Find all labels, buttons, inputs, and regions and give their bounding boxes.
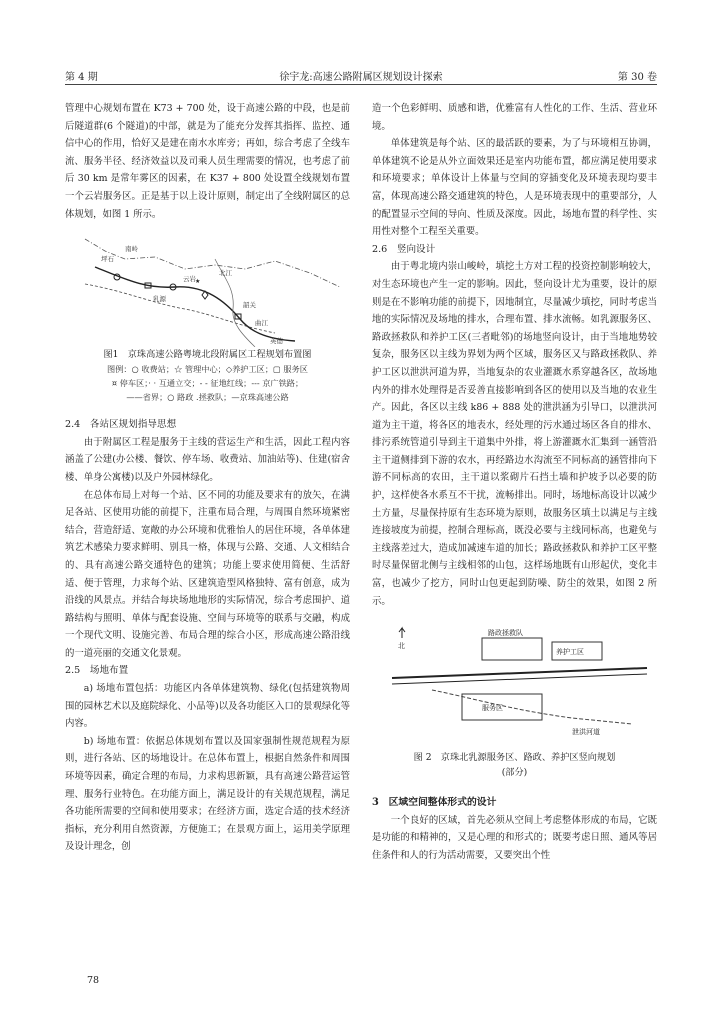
- map-label: 英德: [270, 337, 283, 346]
- section-2-6-heading: 2.6 竖向设计: [372, 243, 436, 255]
- paragraph-2-4-2: 在总体布局上对每一个站、区不同的功能及要求有的放矢，在满足各站、区使用功能的前提下，注重布局合理，与周围自然环境紧密结合，营造舒适、宽敞的办公环境和优雅怡人的居住环境，各单体建筑艺术感染力要求鲜明、别具一格，体现与公路、交通、人文相结合的、具有高速公路交通特色的建筑；功能上要求使用简便、生活舒适、便于管理，力求每个站、区建筑造型风格独特、富有创意，成为沿线的风景点。并结合每块场地地形的实际情况，综合考虑围护、道路结构与照明、单体与配套设施、空间与环境等的联系与交融，构成一个现代文明、设施完善、布局合理的综合小区，形成高速公路沿线的一道亮丽的交通文化景观。: [65, 489, 350, 659]
- paragraph-2-6-1: 由于粤北境内崇山峻岭，填挖土方对工程的投资控制影响较大，对生态环境也产生一定的影响。因此，竖向设计尤为重要，设计的原则是在不影响功能的前提下，因地制宜，尽量减少填挖，同时考虑当地的实际情况及场地的排水，合理布置、排水流畅。如乳源服务区、路政拯救队和养护工区(三者毗邻)的场地竖向设计，由于当地地势较复杂，服务区以主线为界划为两个区域，服务区又与路政拯救队、养护工区以泄洪河道为界，当地复杂的农业灌溉水系穿越各区，故场地内外的排水处理得是否妥善直接影响到各区的使用以及当地的农业生产。因此，各区以主线 k86 + 888 处的泄洪涵为引导口，以泄洪河道为主干道，将各区的地表水，经处理的污水通过场区各自的排水、排污系统管道引导到主干道集中外排，将上游灌溉水汇集到一涵管沿主干道侧排到下游的农水，再经路边水沟流至不同标高的涵管排向下游不同标高的农田，主干道以浆砌片石挡土墙和护坡予以必要的防护，这样使各水系互不干扰，流畅排出。同时，场地标高设计以减少土方量，尽量保持原有生态环境为原则，故服务区填土以满足与主线连接坡度为前提，控制合理标高，既没必要与主线同标高，也避免与主线落差过大，造成加减速车道的加长；路政拯救队和养护工区平整时尽量保留北侧与主线相邻的山包，这样场地既有山形起伏，变化丰富，也减少了挖方，同时山包更起到防噪、防尘的效果，如图 2 所示。: [372, 261, 657, 607]
- map-label: 南岭: [125, 245, 138, 254]
- plan-label: 服务区: [482, 704, 503, 713]
- page-number: 78: [87, 975, 100, 986]
- route-map: [65, 229, 350, 347]
- figure-1-legend-1: 图例：○ 收费站；☆ 管理中心；◇养护工区；▢ 服务区: [107, 364, 308, 375]
- left-column: [65, 100, 350, 856]
- running-header: [65, 66, 657, 85]
- plan-label: 泄洪河道: [572, 728, 600, 737]
- plan-label: 北: [398, 642, 405, 651]
- site-plan: [372, 618, 657, 746]
- map-label: 北江: [219, 269, 232, 278]
- section-2-4-heading: 2.4 各站区规划指导思想: [65, 419, 177, 431]
- plan-label: 养护工区: [556, 648, 584, 657]
- section-2-5-heading: 2.5 场地布置: [65, 665, 129, 677]
- paragraph-2-5-b: b) 场地布置：依据总体规划布置以及国家强制性规范规程为原则，进行各站、区的场地设计。在总体布置上，根据自然条件和周围环境等因素，确定合理的布局，力求构思新颖，具有高速公路营运管理、服务行业特色。在功能方面上，满足设计的有关规范规程，满足各功能所需要的空间和使用要求；在经济方面，选定合适的技术经济指标，充分利用自然资源，方便施工；在景观方面上，运用美学原理及设计理念，创: [65, 735, 350, 853]
- issue-label: 第 4 期: [65, 72, 98, 83]
- map-label: 乳源: [153, 295, 166, 304]
- plan-label: 路政拯救队: [488, 629, 523, 638]
- map-label: 云岩: [183, 275, 196, 284]
- province-boundary: [85, 239, 340, 287]
- svg-text:★: ★: [195, 278, 201, 286]
- section-3-heading: 3 区域空间整体形式的设计: [372, 797, 497, 809]
- paragraph-continued: 造一个色彩鲜明、质感和谐，优雅富有人性化的工作、生活、营业环境。: [372, 103, 657, 132]
- paragraph-2-4-1: 由于附属区工程是服务于主线的营运生产和生活，因此工程内容涵盖了公建(办公楼、餐饮、停车场、收费站、加油站等)、住建(宿舍楼、单身公寓楼)以及户外园林绿化。: [65, 436, 350, 483]
- volume-label: 第 30 卷: [617, 72, 657, 83]
- map-label: 韶关: [243, 301, 256, 310]
- figure-2: [372, 618, 657, 780]
- running-title: 徐宇龙:高速公路附属区规划设计探索: [279, 72, 443, 83]
- figure-1-legend-2: ¤ 停车区；· · 互通立交；- - 征地红线；--- 京广铁路；: [111, 378, 304, 389]
- figure-2-caption-part: (部分): [501, 767, 528, 779]
- figure-2-caption: 图 2 京珠北乳源服务区、路政、养护区竖向规划: [413, 752, 616, 764]
- map-label: 曲江: [255, 319, 268, 328]
- map-label: 坪石: [101, 255, 114, 264]
- figure-1-caption: 图1 京珠高速公路粤境北段附属区工程规划布置图: [103, 349, 312, 361]
- paragraph-intro: 管理中心规划布置在 K73 + 700 处，设于高速公路的中段，也是前后隧道群(6 个隧道)的中部，就是为了能充分发挥其指挥、监控、通信中心的作用，恰好又是建在南水水库旁；再如，综合考虑了全线车流、服务半径、经济效益以及司乘人员生理需要的情况，也考虑了前后 30 km 是常年雾区的因素，在 K37 + 800 处设置全线规划布置一个云岩服务区。正是基于以上设计原则，制定出了全线附属区的总体规划，如图 1 所示。: [65, 103, 350, 220]
- paragraph-2-5-a: a) 场地布置包括：功能区内各单体建筑物、绿化(包括建筑物周围的园林艺术以及庭院绿化、小品等)以及各功能区入口的景观绿化等内容。: [65, 683, 350, 730]
- figure-1-legend-3: ——省界；○ 路政 .拯救队；—京珠高速公路: [126, 392, 289, 403]
- paragraph-3-1: 一个良好的区域，首先必须从空间上考虑整体形成的布局，它既是功能的和精神的，又是心理的和形式的；既要考虑日照、通风等居住条件和人的行为活动需要，又要突出个性: [372, 814, 657, 861]
- paragraph-architecture: 单体建筑是每个站、区的最活跃的要素，为了与环境相互协调，单体建筑不论是从外立面效果还是室内功能布置，都应满足使用要求和环境要求；单体设计上体量与空间的穿插变化及环境表现均要丰富，体现高速公路交通建筑的特色，人是环境表现中的重要部分，人的配置显示空间的导向、性质及深度。因此，场地布置的科学性、实用性对整个工程至关重要。: [372, 138, 657, 238]
- right-column: [372, 100, 657, 865]
- figure-1: [65, 229, 350, 404]
